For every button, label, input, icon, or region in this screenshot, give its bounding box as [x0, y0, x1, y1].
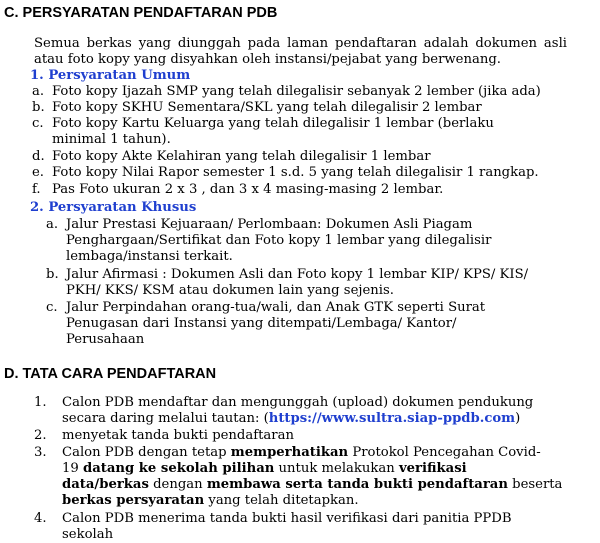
d-item-3-l1-bold: memperhatikan: [230, 445, 349, 460]
d-item-3-l3-b: dengan: [148, 477, 207, 492]
umum-item-a-text: Foto kopy Ijazah SMP yang telah dilegalisir sebanyak 2 lember (jika ada): [52, 84, 541, 99]
d-item-3-l2-a: 19: [62, 461, 83, 476]
umum-item-c-text: Foto kopy Kartu Keluarga yang telah dilegalisir 1 lembar (berlaku: [52, 116, 494, 131]
d-item-3-line2: [62, 461, 467, 477]
d-item-1-line2-post: ): [515, 411, 521, 426]
d-item-3-l3-a: data/berkas: [62, 477, 149, 492]
umum-item-b-marker: b.: [32, 100, 45, 115]
khusus-item-a-line2: Penghargaan/Sertifikat dan Foto kopy 1 lembar yang dilegalisir: [66, 233, 492, 248]
d-item-4-line2: sekolah: [62, 527, 114, 542]
umum-item-e-text: Foto kopy Nilai Rapor semester 1 s.d. 5 yang telah dilegalisir 1 rangkap.: [52, 165, 539, 180]
d-item-4-marker: 4.: [34, 511, 47, 526]
d-item-3-l4-b: yang telah ditetapkan.: [204, 493, 359, 508]
d-item-2-marker: 2.: [34, 428, 47, 443]
intro-line-2: atau foto kopy yang disyahkan oleh instansi/pejabat yang berwenang.: [34, 52, 501, 67]
d-item-1-marker: 1.: [34, 395, 47, 410]
d-item-4-line1: Calon PDB menerima tanda bukti hasil verifikasi dari panitia PPDB: [62, 511, 512, 526]
umum-item-e-marker: e.: [32, 165, 44, 180]
section-c-title: C. PERSYARATAN PENDAFTARAN PDB: [4, 5, 278, 21]
khusus-item-a-marker: a.: [46, 217, 59, 232]
umum-heading: 1. Persyaratan Umum: [30, 68, 191, 83]
section-d-title: D. TATA CARA PENDAFTARAN: [4, 366, 217, 382]
khusus-item-a-line3: lembaga/instansi terkait.: [66, 249, 233, 264]
d-item-3-l2-d: verifikasi: [398, 461, 467, 476]
d-item-2-line1: menyetak tanda bukti pendaftaran: [62, 428, 294, 443]
khusus-item-a-line1: Jalur Prestasi Kejuaraan/ Perlombaan: Dokumen Asli Piagam: [66, 217, 473, 232]
khusus-item-c-marker: c.: [46, 300, 58, 315]
d-item-3-l1-pre: Calon PDB dengan tetap: [62, 445, 231, 460]
d-item-1-line1: Calon PDB mendaftar dan mengunggah (upload) dokumen pendukung: [62, 395, 534, 410]
d-item-3-l2-b: datang ke sekolah pilihan: [82, 461, 275, 476]
umum-item-b-text: Foto kopy SKHU Sementara/SKL yang telah dilegalisir 2 lembar: [52, 100, 482, 115]
khusus-item-c-line3: Perusahaan: [66, 332, 145, 347]
umum-item-c-marker: c.: [32, 116, 44, 131]
d-item-3-l4-a: berkas persyaratan: [62, 493, 205, 508]
d-item-3-l2-c: untuk melakukan: [274, 461, 399, 476]
khusus-item-b-line1: Jalur Afirmasi : Dokumen Asli dan Foto kopy 1 lembar KIP/ KPS/ KIS/: [66, 267, 529, 282]
umum-item-c-cont: minimal 1 tahun).: [52, 132, 171, 147]
umum-item-f-text: Pas Foto ukuran 2 x 3 , dan 3 x 4 masing-masing 2 lembar.: [52, 182, 444, 197]
khusus-item-c-line2: Penugasan dari Instansi yang ditempati/Lembaga/ Kantor/: [66, 316, 457, 331]
khusus-item-c-line1: Jalur Perpindahan orang-tua/wali, dan Anak GTK seperti Surat: [66, 300, 486, 315]
d-item-3-l3-d: beserta: [507, 477, 563, 492]
intro-line-1: Semua berkas yang diunggah pada laman pendaftaran adalah dokumen asli: [34, 36, 567, 51]
khusus-heading: 2. Persyaratan Khusus: [30, 200, 197, 215]
registration-link[interactable]: https://www.sultra.siap-ppdb.com: [268, 411, 516, 426]
umum-item-d-marker: d.: [32, 149, 45, 164]
d-item-1-line2-pre: secara daring melalui tautan: (: [62, 411, 269, 426]
d-item-3-line3: [62, 477, 562, 493]
d-item-3-l1-post: Protokol Pencegahan Covid-: [348, 445, 541, 460]
d-item-3-marker: 3.: [34, 445, 47, 460]
d-item-3-line1: [62, 445, 541, 461]
umum-item-a-marker: a.: [32, 84, 45, 99]
umum-item-f-marker: f.: [32, 182, 41, 197]
khusus-item-b-marker: b.: [46, 267, 59, 282]
d-item-1-line2: [62, 411, 520, 427]
d-item-3-line4: [62, 493, 359, 509]
d-item-3-l3-c: membawa serta tanda bukti pendaftaran: [206, 477, 508, 492]
khusus-item-b-line2: PKH/ KKS/ KSM atau dokumen lain yang sejenis.: [66, 283, 394, 298]
umum-item-d-text: Foto kopy Akte Kelahiran yang telah dilegalisir 1 lembar: [52, 149, 431, 164]
